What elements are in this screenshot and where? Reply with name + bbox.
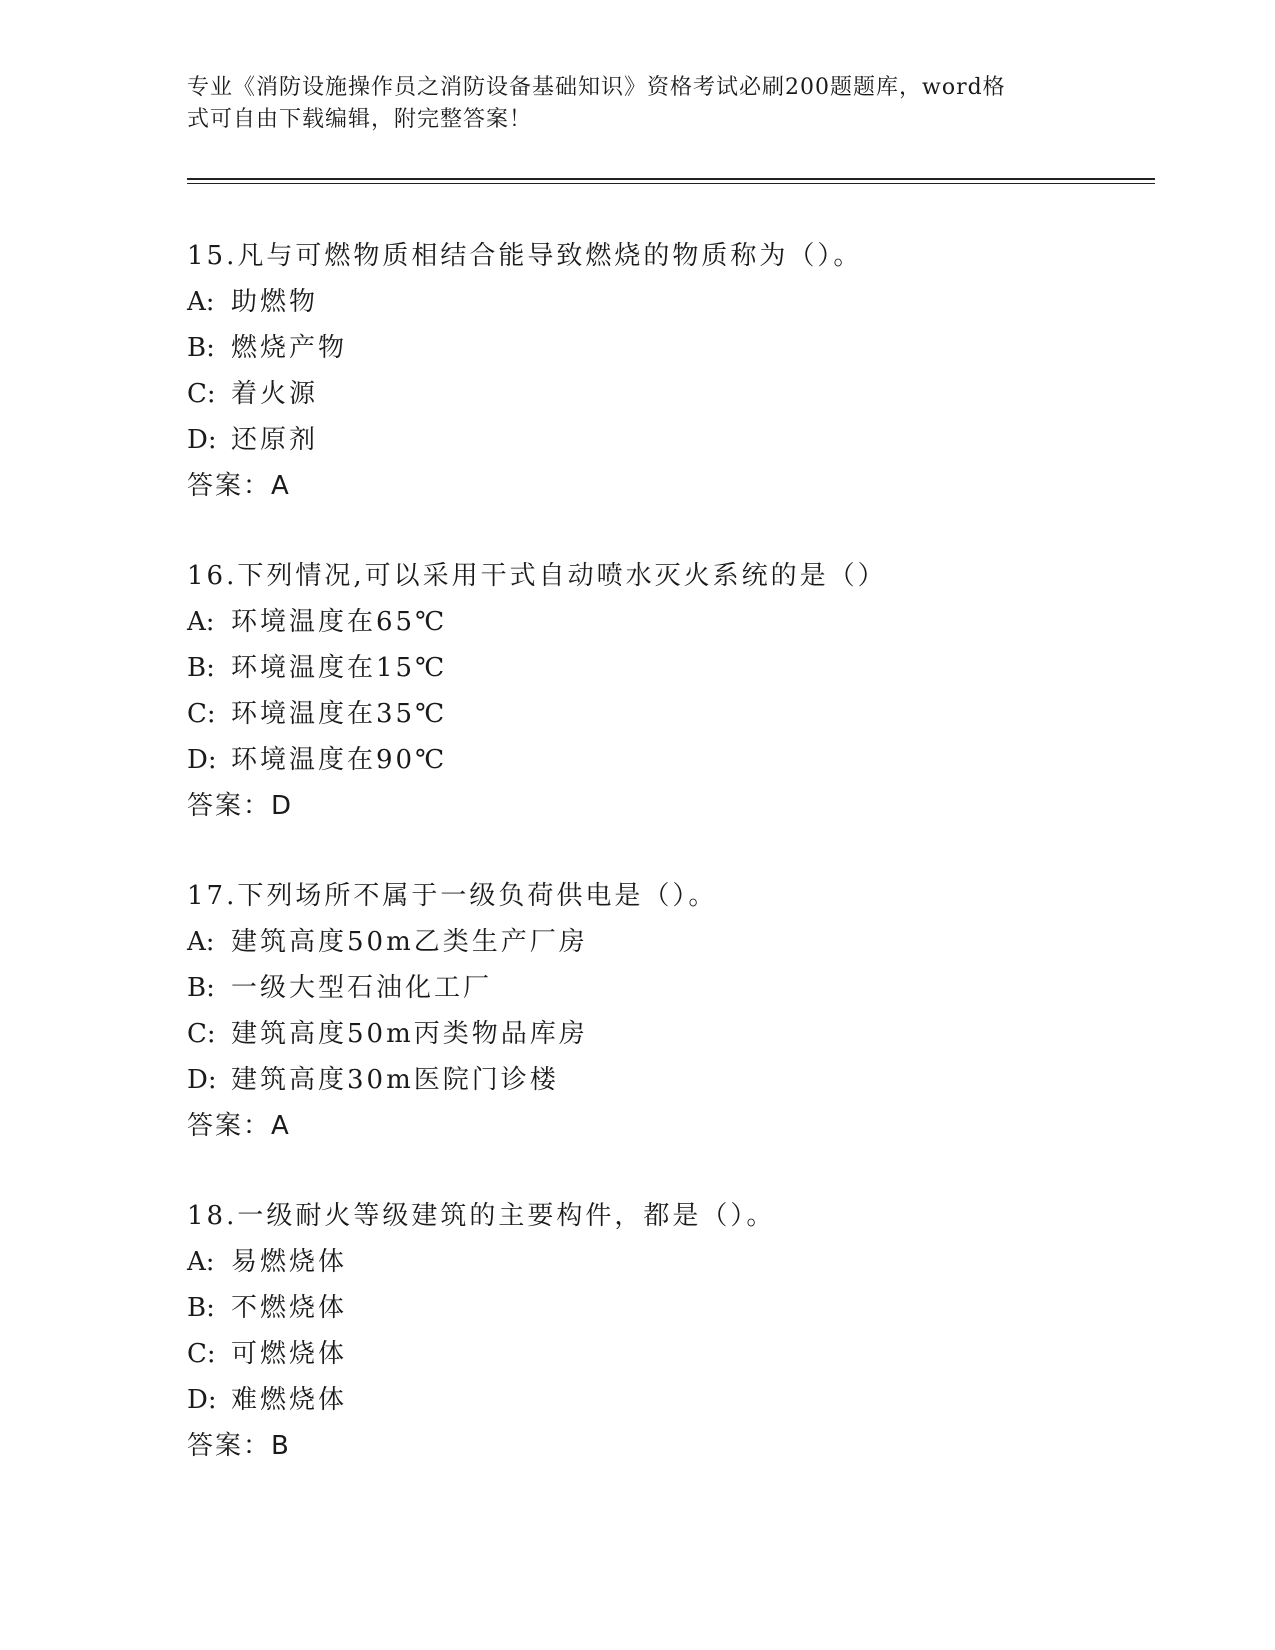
option-letter: C: xyxy=(187,379,216,409)
option-letter: A: xyxy=(187,1247,215,1277)
question-stem: 16.下列情况,可以采用干式自动喷水灭火系统的是（） xyxy=(187,561,887,591)
answer-label: 答案：A xyxy=(187,471,291,501)
option-b xyxy=(187,645,1155,691)
question-16 xyxy=(187,553,1155,873)
option-text: 着火源 xyxy=(231,379,319,409)
option-text: 建筑高度30m医院门诊楼 xyxy=(231,1065,559,1095)
option-text: 易燃烧体 xyxy=(231,1247,348,1277)
header-line-1: 专业《消防设施操作员之消防设备基础知识》资格考试必刷200题题库，word格 xyxy=(187,75,1006,100)
option-a xyxy=(187,599,1155,645)
option-text: 环境温度在15℃ xyxy=(231,653,448,683)
option-b xyxy=(187,965,1155,1011)
option-letter: D: xyxy=(187,425,217,455)
document-header xyxy=(187,72,1067,136)
option-letter: D: xyxy=(187,745,217,775)
question-18 xyxy=(187,1193,1155,1513)
option-text: 环境温度在35℃ xyxy=(231,699,448,729)
option-letter: C: xyxy=(187,1019,216,1049)
option-text: 助燃物 xyxy=(231,287,319,317)
option-text: 难燃烧体 xyxy=(231,1385,348,1415)
question-list xyxy=(187,233,1155,1513)
option-letter: D: xyxy=(187,1385,217,1415)
option-c xyxy=(187,1331,1155,1377)
option-c xyxy=(187,371,1155,417)
answer-label: 答案：A xyxy=(187,1111,291,1141)
header-divider-thick xyxy=(187,178,1155,180)
header-line-2: 式可自由下载编辑，附完整答案！ xyxy=(187,107,533,132)
question-stem: 18.一级耐火等级建筑的主要构件，都是（）。 xyxy=(187,1201,776,1231)
option-text: 不燃烧体 xyxy=(231,1293,348,1323)
option-letter: A: xyxy=(187,287,215,317)
option-text: 建筑高度50m丙类物品库房 xyxy=(231,1019,588,1049)
option-a xyxy=(187,279,1155,325)
option-d xyxy=(187,1377,1155,1423)
option-text: 一级大型石油化工厂 xyxy=(231,973,493,1003)
option-text: 建筑高度50m乙类生产厂房 xyxy=(231,927,588,957)
option-letter: B: xyxy=(187,653,215,683)
option-letter: A: xyxy=(187,607,215,637)
option-d xyxy=(187,417,1155,463)
header-divider-thin xyxy=(187,183,1155,184)
option-a xyxy=(187,919,1155,965)
option-c xyxy=(187,691,1155,737)
option-text: 环境温度在65℃ xyxy=(231,607,448,637)
option-letter: B: xyxy=(187,1293,215,1323)
option-c xyxy=(187,1011,1155,1057)
option-letter: A: xyxy=(187,927,215,957)
option-text: 燃烧产物 xyxy=(231,333,348,363)
option-text: 可燃烧体 xyxy=(231,1339,348,1369)
option-letter: D: xyxy=(187,1065,217,1095)
question-15 xyxy=(187,233,1155,553)
answer-label: 答案：D xyxy=(187,791,294,821)
option-letter: B: xyxy=(187,333,215,363)
option-letter: C: xyxy=(187,1339,216,1369)
option-b xyxy=(187,1285,1155,1331)
question-17 xyxy=(187,873,1155,1193)
answer-label: 答案：B xyxy=(187,1431,291,1461)
option-text: 环境温度在90℃ xyxy=(231,745,448,775)
option-d xyxy=(187,1057,1155,1103)
question-stem: 15.凡与可燃物质相结合能导致燃烧的物质称为（）。 xyxy=(187,241,863,271)
question-stem: 17.下列场所不属于一级负荷供电是（）。 xyxy=(187,881,718,911)
option-letter: C: xyxy=(187,699,216,729)
option-letter: B: xyxy=(187,973,215,1003)
option-a xyxy=(187,1239,1155,1285)
option-b xyxy=(187,325,1155,371)
option-d xyxy=(187,737,1155,783)
option-text: 还原剂 xyxy=(231,425,319,455)
